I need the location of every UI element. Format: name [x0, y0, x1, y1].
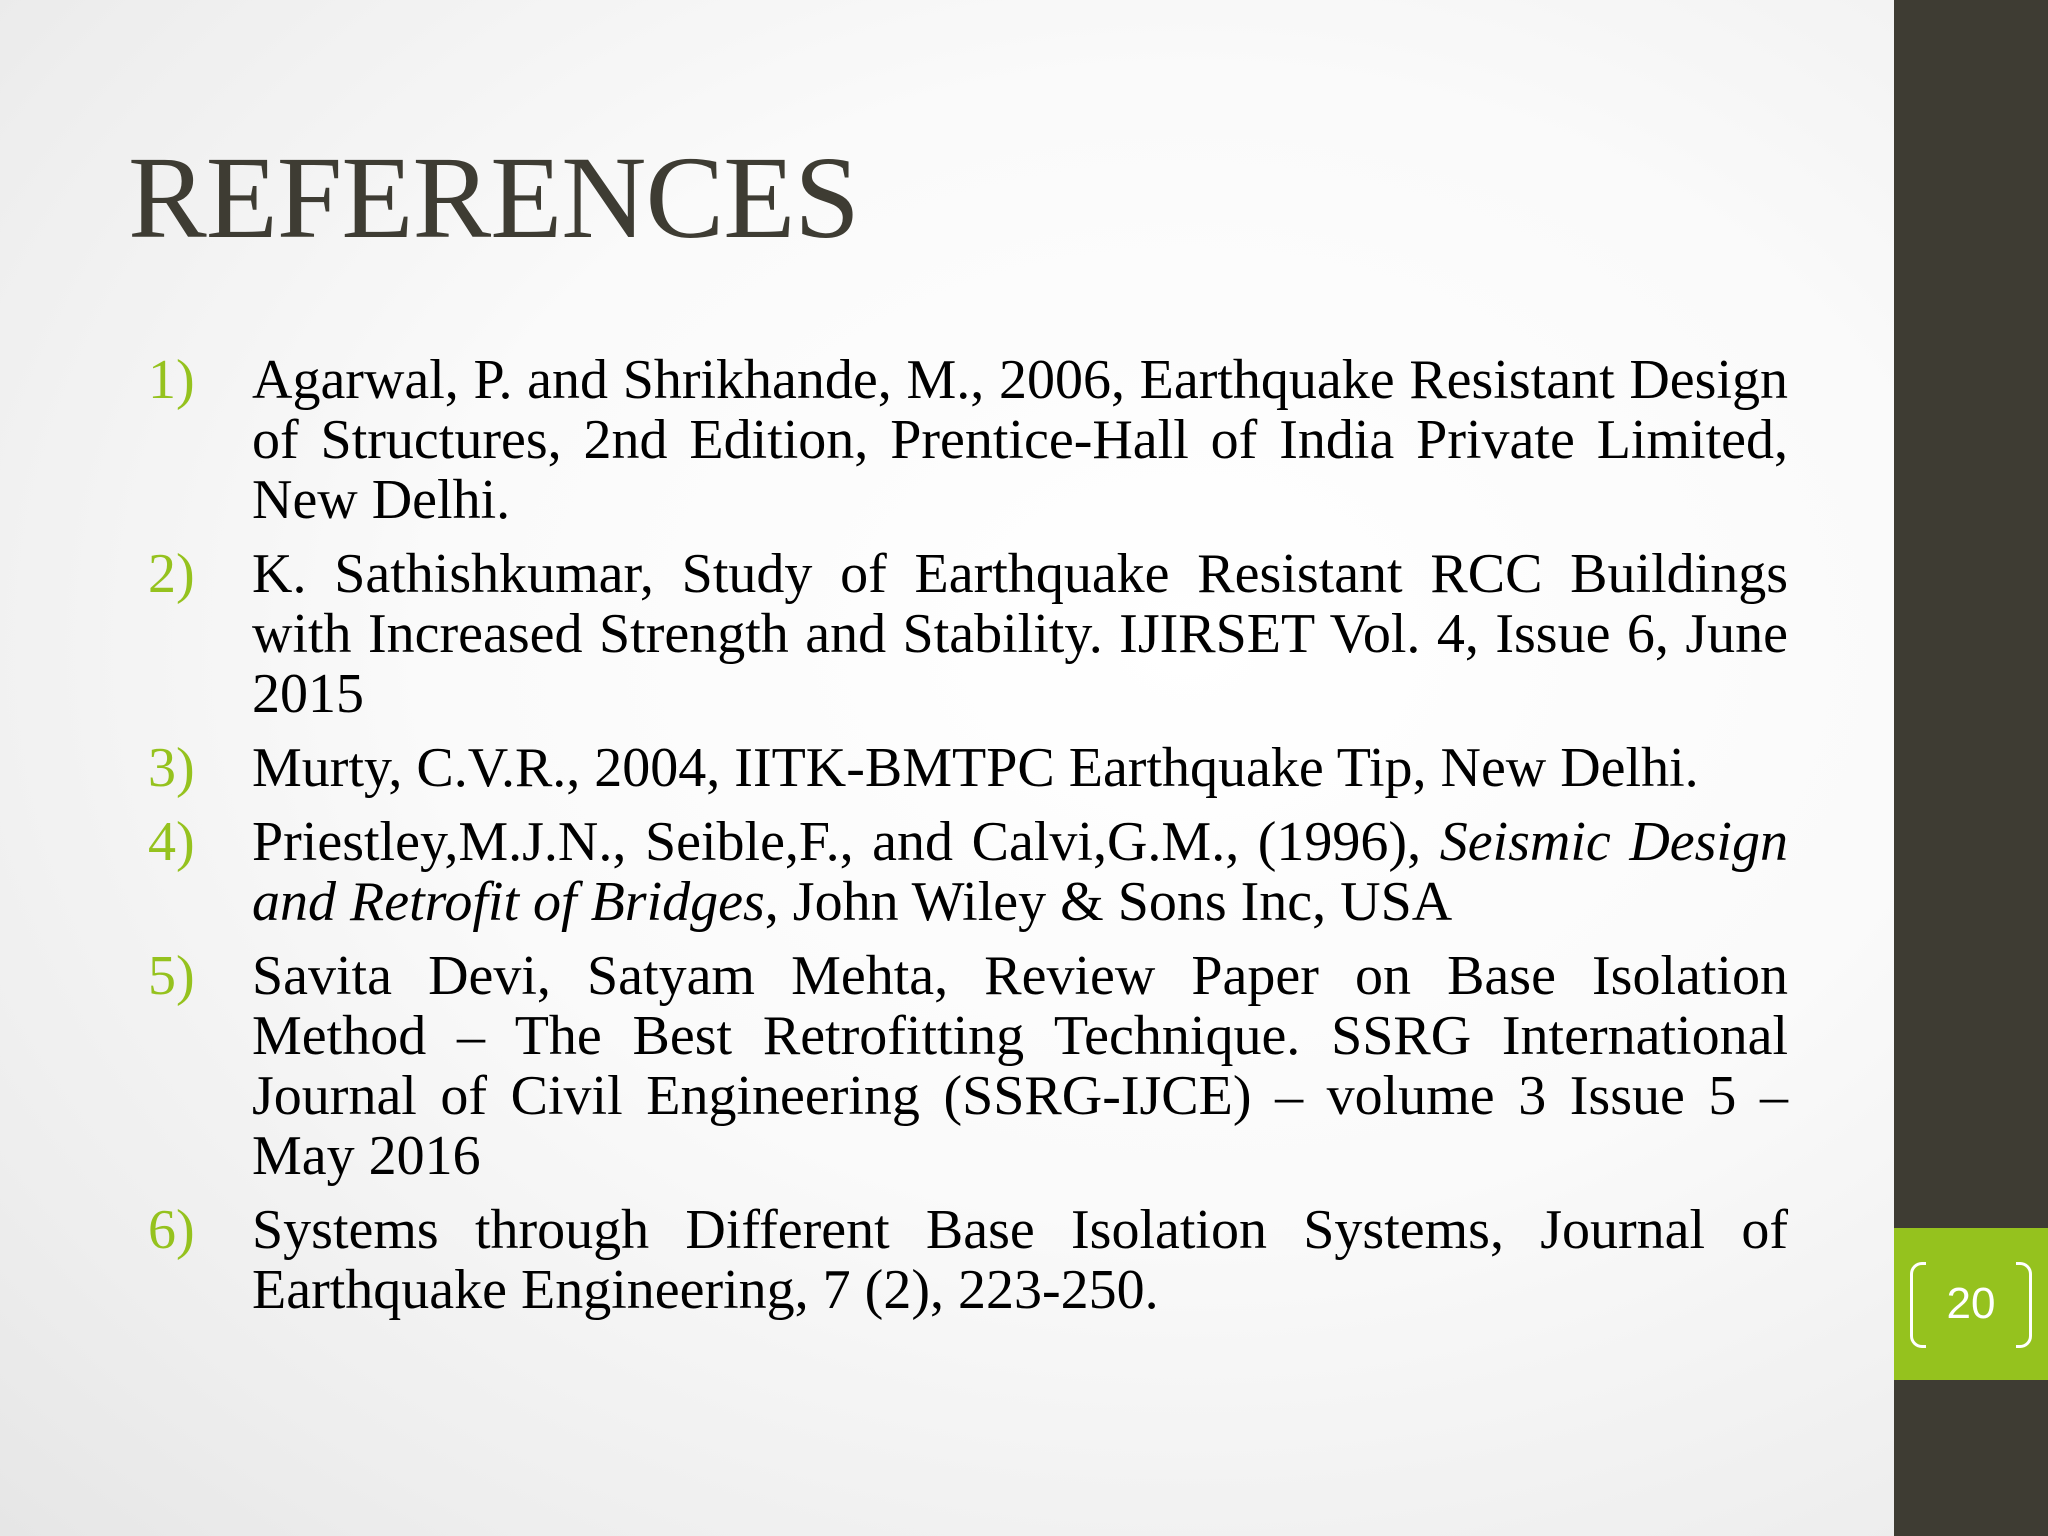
reference-item [148, 738, 1788, 798]
reference-number: 6) [148, 1199, 195, 1261]
reference-item [148, 1200, 1788, 1320]
reference-book-title: Seismic Design and Retrofit of Bridges [252, 811, 1788, 933]
slide-title: REFERENCES [128, 132, 859, 263]
reference-text: K. Sathishkumar, Study of Earthquake Resistant RCC Buildings with Increased Strength and Stability. IJIRSET Vol. 4, Issue 6, June 2015 [252, 543, 1788, 725]
reference-item [148, 812, 1788, 932]
reference-text-before: Priestley,M.J.N., Seible,F., and Calvi,G.M., (1996), [252, 811, 1440, 873]
reference-number: 1) [148, 349, 195, 411]
reference-text: Murty, C.V.R., 2004, IITK-BMTPC Earthquake Tip, New Delhi. [252, 737, 1699, 799]
reference-number: 3) [148, 737, 195, 799]
reference-text: Systems through Different Base Isolation Systems, Journal of Earthquake Engineering, 7 (2), 223-250. [252, 1199, 1788, 1321]
reference-text: Savita Devi, Satyam Mehta, Review Paper on Base Isolation Method – The Best Retrofitting Technique. SSRG International Journal of Civil Engineering (SSRG-IJCE) – volume 3 Issue 5 – May 2016 [252, 945, 1788, 1187]
page-number: 20 [1946, 1279, 1996, 1328]
reference-item [148, 544, 1788, 724]
reference-number: 2) [148, 543, 195, 605]
reference-number: 4) [148, 811, 195, 873]
page-number-badge [1894, 1228, 2048, 1380]
reference-number: 5) [148, 945, 195, 1007]
reference-item [148, 350, 1788, 530]
reference-item [148, 946, 1788, 1186]
reference-text: Agarwal, P. and Shrikhande, M., 2006, Earthquake Resistant Design of Structures, 2nd Edition, Prentice-Hall of India Private Limited, New Delhi. [252, 349, 1788, 531]
reference-text-after: , John Wiley & Sons Inc, USA [764, 871, 1453, 933]
reference-list [148, 350, 1788, 1334]
right-brace-icon [2016, 1262, 2032, 1348]
